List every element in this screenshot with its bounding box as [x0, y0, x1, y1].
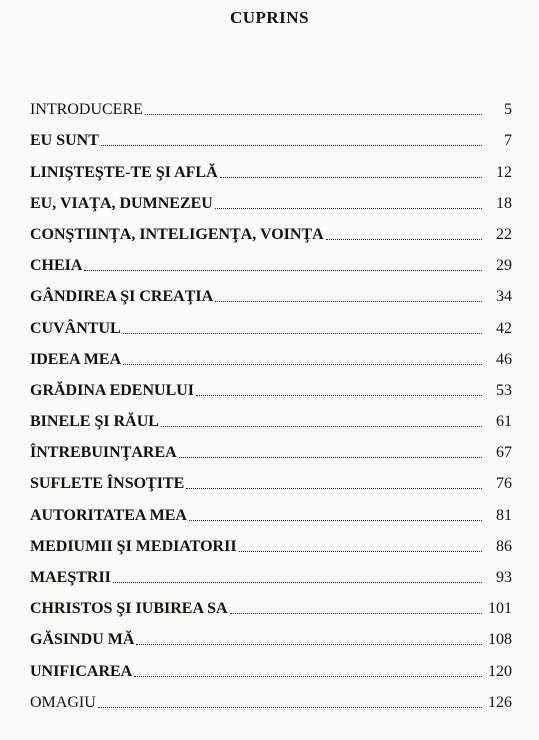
toc-entry-page-number: 61	[496, 413, 512, 431]
toc-entry	[30, 369, 512, 400]
dot-leader	[123, 333, 482, 334]
toc-entry-page-number: 53	[496, 381, 512, 399]
toc-entry-page-number: 46	[496, 350, 512, 368]
toc-entry-page-number: 12	[496, 163, 512, 181]
dot-leader	[230, 613, 482, 614]
toc-entry-title: CUVÂNTUL	[30, 319, 121, 337]
toc-entry-title: CHRISTOS ŞI IUBIREA SA	[30, 600, 228, 618]
toc-entry	[30, 275, 512, 306]
toc-entry-page-number: 42	[496, 319, 512, 337]
toc-entry-title: AUTORITATEA MEA	[30, 506, 187, 524]
toc-entry	[30, 88, 512, 119]
toc-entry-page-number: 93	[496, 569, 512, 586]
dot-leader	[134, 676, 482, 677]
toc-entry-title: GRĂDINA EDENULUI	[30, 381, 195, 399]
toc-entry	[30, 150, 512, 181]
toc-entry-page-number: 34	[496, 288, 512, 306]
toc-entry	[30, 431, 512, 462]
toc-entry-title: OMAGIU	[30, 693, 96, 711]
dot-leader	[123, 364, 482, 365]
toc-entry-title: EU SUNT	[30, 132, 99, 150]
dot-leader	[189, 520, 482, 521]
toc-entry-title: INTRODUCERE	[30, 101, 143, 119]
toc-entry	[30, 119, 512, 150]
toc-entry	[30, 493, 512, 524]
table-of-contents	[30, 88, 512, 712]
toc-entry-title: CONŞTIINŢA, INTELIGENŢA, VOINŢA	[30, 225, 324, 243]
toc-entry	[30, 306, 512, 337]
dot-leader	[98, 707, 482, 708]
dot-leader	[215, 208, 482, 209]
toc-entry	[30, 213, 512, 244]
dot-leader	[186, 488, 482, 489]
toc-entry	[30, 400, 512, 431]
dot-leader	[145, 114, 482, 115]
toc-entry-title: UNIFICAREA	[30, 662, 133, 680]
dot-leader	[136, 644, 482, 645]
toc-entry-title: MAEŞTRII	[30, 569, 111, 586]
toc-entry-page-number: 108	[488, 631, 512, 649]
toc-entry-title: GÂNDIREA ŞI CREAŢIA	[30, 288, 214, 306]
toc-entry-title: IDEEA MEA	[30, 350, 122, 368]
toc-entry-page-number: 101	[488, 600, 512, 618]
dot-leader	[101, 145, 482, 146]
toc-entry	[30, 618, 512, 649]
toc-entry-page-number: 29	[496, 257, 512, 275]
toc-entry	[30, 338, 512, 369]
toc-entry	[30, 556, 512, 587]
dot-leader	[326, 239, 482, 240]
toc-entry-page-number: 86	[496, 537, 512, 555]
toc-entry-page-number: 76	[496, 475, 512, 493]
toc-entry-title: ÎNTREBUINŢAREA	[30, 444, 177, 462]
toc-entry-title: GĂSINDU MĂ	[30, 631, 135, 649]
dot-leader	[179, 457, 482, 458]
toc-entry-page-number: 18	[496, 194, 512, 212]
toc-entry	[30, 587, 512, 618]
dot-leader	[239, 551, 482, 552]
toc-entry	[30, 462, 512, 493]
dot-leader	[196, 395, 482, 396]
dot-leader	[220, 177, 482, 178]
toc-entry-page-number: 7	[504, 132, 512, 150]
dot-leader	[84, 270, 482, 271]
page-title: CUPRINS	[229, 8, 310, 27]
toc-entry-title: LINIŞTEŞTE-TE ŞI AFLĂ	[30, 163, 218, 181]
toc-entry-title: CHEIA	[30, 257, 83, 275]
toc-entry	[30, 681, 512, 712]
toc-entry-page-number: 22	[496, 225, 512, 243]
dot-leader	[161, 426, 482, 427]
toc-entry-page-number: 81	[496, 506, 512, 524]
toc-entry-page-number: 5	[504, 101, 512, 119]
toc-entry	[30, 182, 512, 213]
toc-entry	[30, 244, 512, 275]
toc-entry-title: SUFLETE ÎNSOŢITE	[30, 475, 185, 493]
dot-leader	[215, 301, 482, 302]
toc-entry-page-number: 67	[496, 444, 512, 462]
dot-leader	[113, 582, 482, 583]
toc-entry	[30, 525, 512, 556]
toc-entry-page-number: 126	[488, 693, 512, 711]
toc-entry	[30, 649, 512, 680]
toc-entry-title: EU, VIAŢA, DUMNEZEU	[30, 194, 213, 212]
toc-entry-title: BINELE ŞI RĂUL	[30, 413, 159, 431]
toc-entry-page-number: 120	[488, 662, 512, 680]
toc-entry-title: MEDIUMII ŞI MEDIATORII	[30, 537, 237, 555]
